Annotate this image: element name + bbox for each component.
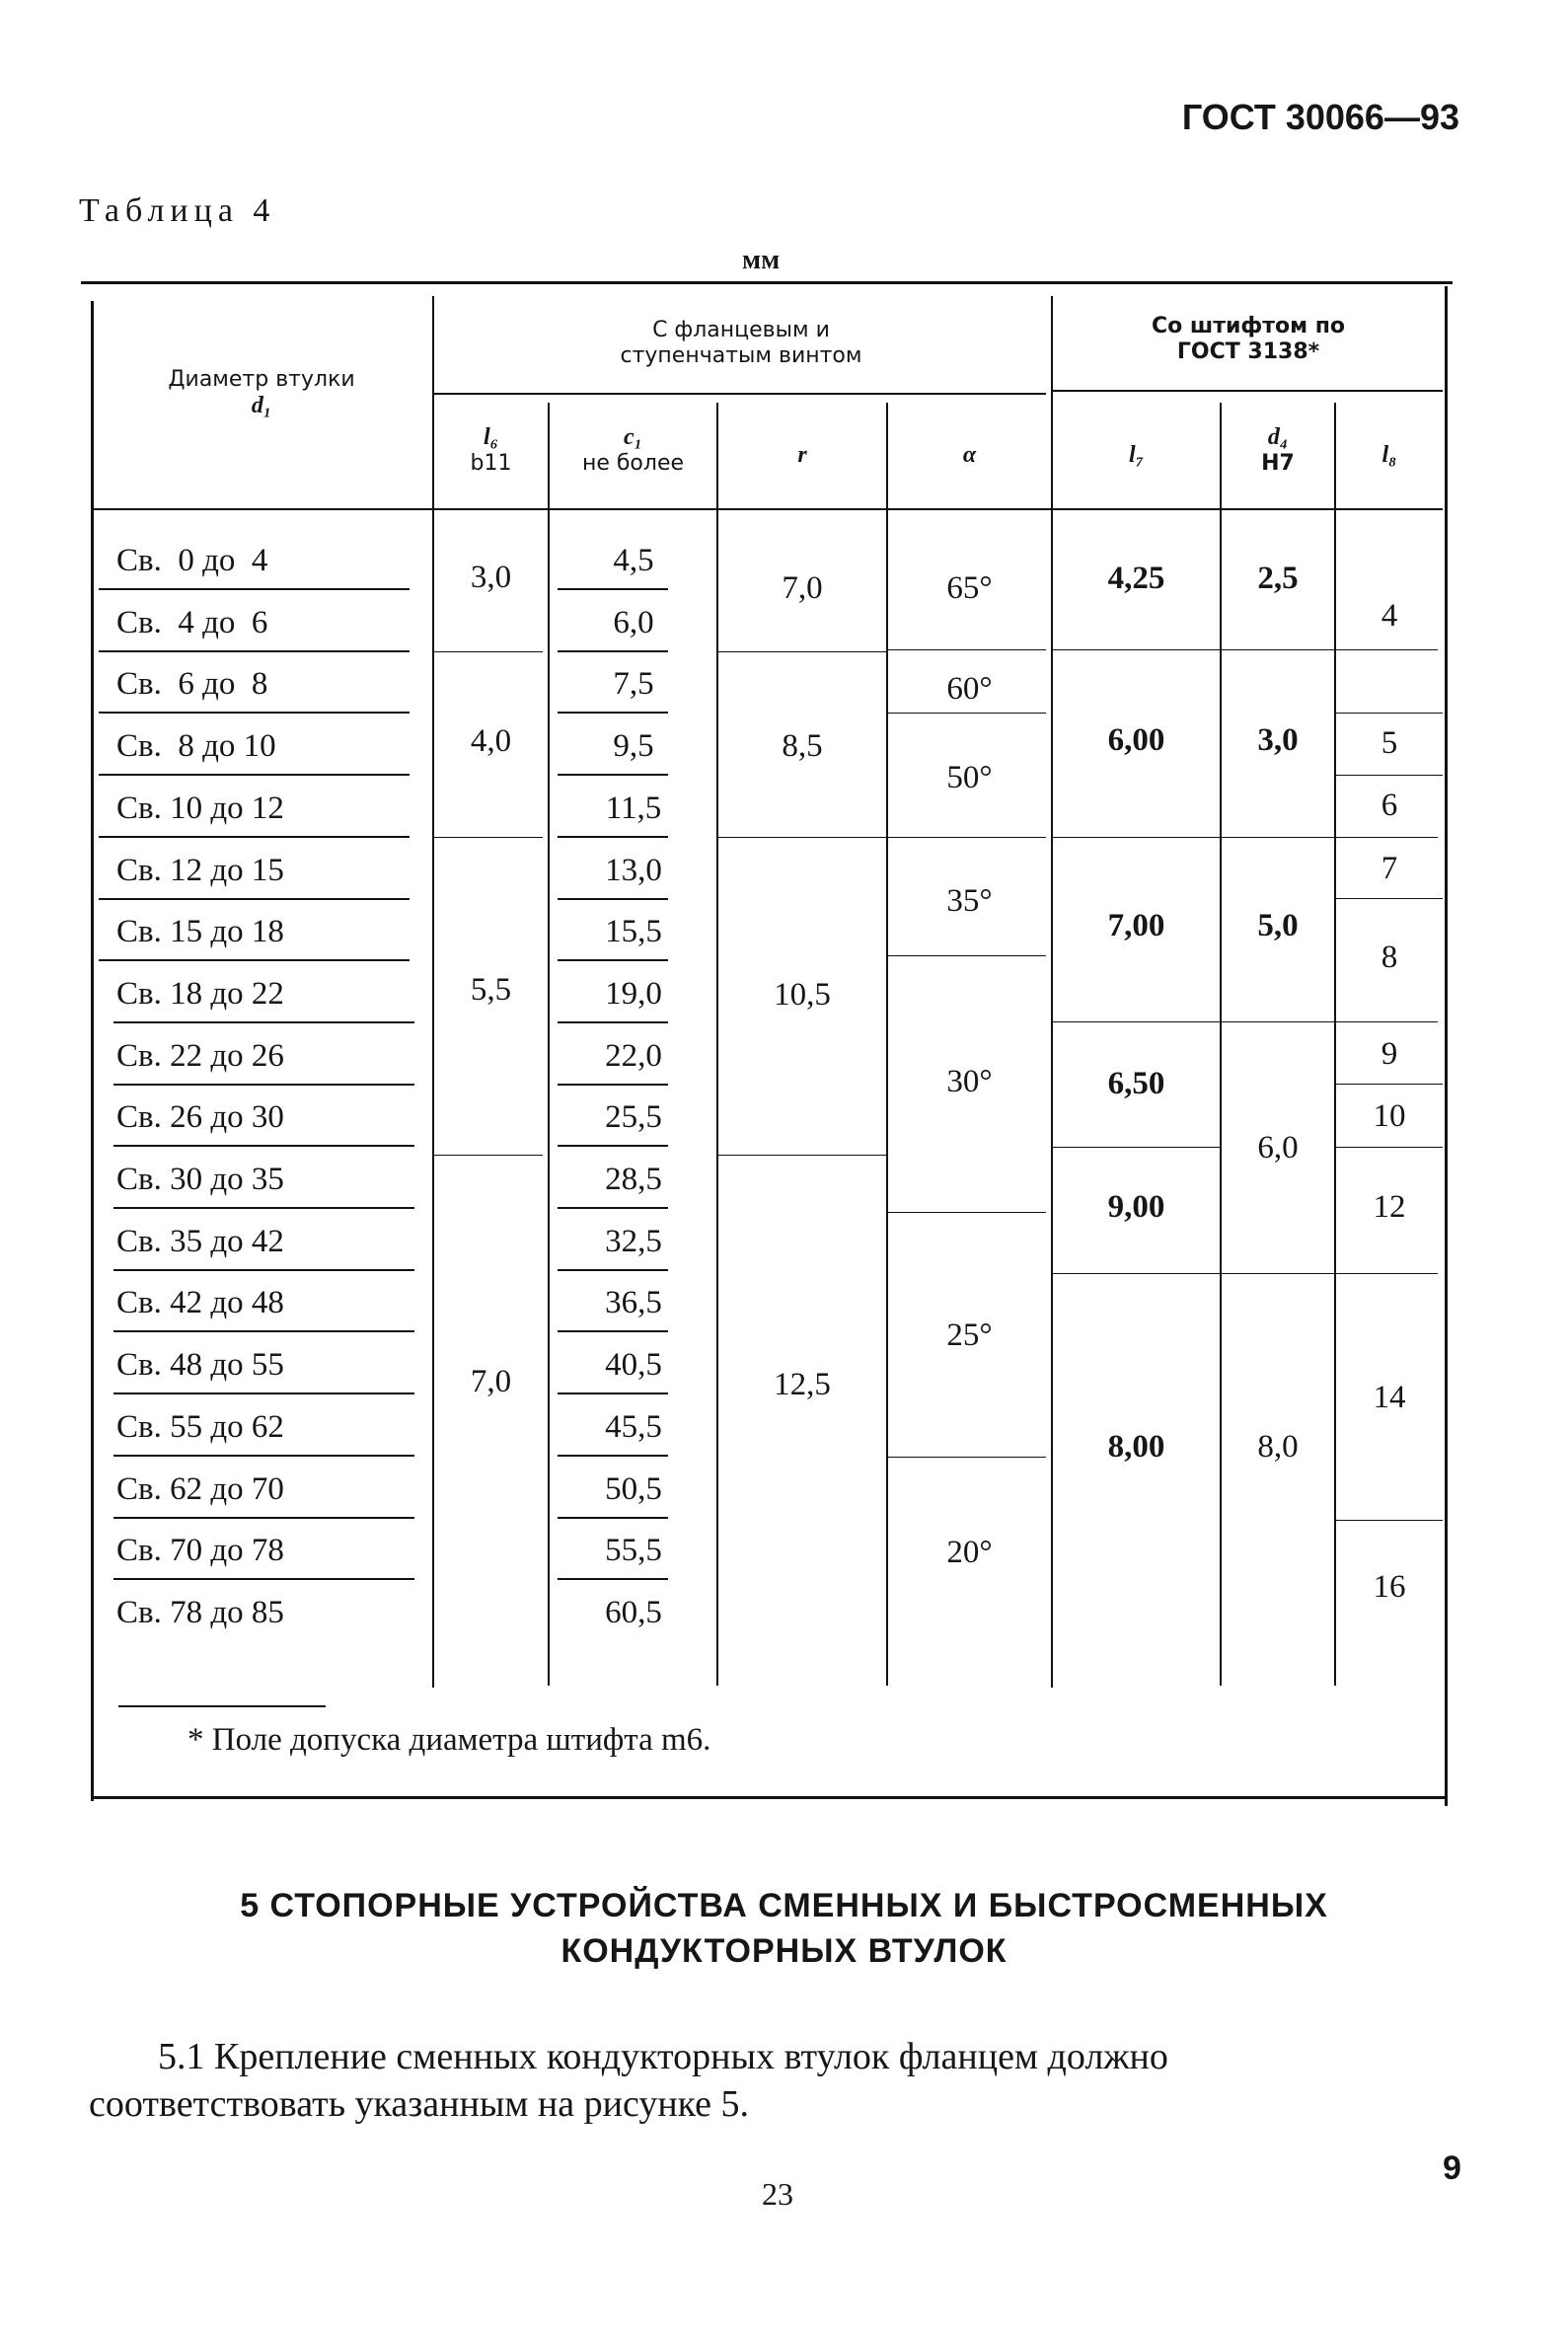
l7-value: 6,50: [1107, 1066, 1165, 1101]
c1-underline: [558, 1455, 668, 1457]
header-c1: c₁ не более: [581, 424, 685, 476]
row-c1: 36,5: [605, 1285, 662, 1320]
row-c1: 28,5: [605, 1162, 662, 1197]
d4-value: 6,0: [1257, 1130, 1299, 1166]
row-c1: 22,0: [605, 1038, 662, 1074]
l7-value: 8,00: [1107, 1429, 1165, 1465]
l8-value: 16: [1373, 1569, 1406, 1605]
row-c1: 6,0: [613, 605, 654, 640]
c1-underline: [558, 1392, 668, 1394]
l8-value: 10: [1373, 1098, 1406, 1134]
header-alpha: α: [962, 442, 977, 468]
l8-value: 9: [1381, 1036, 1398, 1072]
row-diameter: Св. 10 до 12: [116, 790, 284, 826]
r-value: 10,5: [774, 977, 831, 1013]
l7-value: 6,00: [1107, 722, 1165, 758]
c1-underline: [558, 1021, 668, 1023]
row-c1: 55,5: [605, 1533, 662, 1568]
row-c1: 4,5: [613, 543, 654, 578]
c1-underline: [558, 1330, 668, 1332]
row-diameter: Св. 0 до 4: [116, 543, 268, 578]
c1-underline: [558, 1517, 668, 1519]
d4-value: 2,5: [1257, 561, 1299, 596]
row-diameter: Св. 35 до 42: [116, 1224, 284, 1259]
row-underline: [99, 712, 410, 714]
header-diameter: Диаметр втулки d₁: [168, 367, 355, 418]
row-c1: 7,5: [613, 666, 654, 702]
d4-value: 8,0: [1257, 1429, 1299, 1465]
header-group-flange: С фланцевым и ступенчатым винтом: [620, 318, 862, 368]
row-underline: [99, 836, 410, 838]
row-diameter: Св. 78 до 85: [116, 1595, 284, 1630]
row-c1: 45,5: [605, 1409, 662, 1445]
c1-underline: [558, 1207, 668, 1209]
header-group-pin: Со штифтом по ГОСТ 3138*: [1151, 314, 1346, 364]
c1-underline: [558, 1578, 668, 1580]
alpha-value: 65°: [946, 570, 993, 606]
row-c1: 15,5: [605, 914, 662, 949]
l6-value: 7,0: [470, 1364, 512, 1399]
row-underline: [113, 1269, 414, 1271]
c1-underline: [558, 650, 668, 652]
l8-value: 4: [1381, 598, 1398, 634]
row-c1: 9,5: [613, 728, 654, 764]
l7-value: 9,00: [1107, 1189, 1165, 1225]
table-unit: мм: [742, 245, 781, 275]
c1-underline: [558, 836, 668, 838]
r-value: 7,0: [782, 570, 823, 606]
row-diameter: Св. 4 до 6: [116, 605, 268, 640]
row-diameter: Св. 18 до 22: [116, 976, 284, 1012]
row-c1: 13,0: [605, 853, 662, 888]
alpha-value: 50°: [946, 760, 993, 795]
l8-value: 8: [1381, 940, 1398, 975]
row-diameter: Св. 55 до 62: [116, 1409, 284, 1445]
row-c1: 50,5: [605, 1471, 662, 1507]
row-underline: [113, 1455, 414, 1457]
standard-code: ГОСТ 30066—93: [1181, 97, 1459, 137]
c1-underline: [558, 712, 668, 714]
c1-underline: [558, 1145, 668, 1147]
d4-value: 3,0: [1257, 722, 1299, 758]
row-c1: 19,0: [605, 976, 662, 1012]
row-underline: [113, 1084, 414, 1086]
l8-value: 14: [1373, 1380, 1406, 1415]
row-underline: [99, 959, 410, 961]
l8-value: 12: [1373, 1189, 1406, 1225]
alpha-value: 30°: [946, 1064, 993, 1099]
row-underline: [113, 1330, 414, 1332]
header-l8: l₈: [1381, 442, 1397, 468]
l6-value: 4,0: [470, 723, 512, 759]
r-value: 12,5: [774, 1367, 831, 1402]
row-diameter: Св. 70 до 78: [116, 1533, 284, 1568]
r-value: 8,5: [782, 728, 823, 764]
row-diameter: Св. 30 до 35: [116, 1162, 284, 1197]
row-diameter: Св. 6 до 8: [116, 666, 268, 702]
row-underline: [113, 1145, 414, 1147]
row-underline: [99, 588, 410, 590]
header-l7: l₇: [1128, 442, 1145, 468]
c1-underline: [558, 1269, 668, 1271]
row-c1: 32,5: [605, 1224, 662, 1259]
l8-value: 5: [1381, 725, 1398, 761]
l6-value: 5,5: [470, 972, 512, 1008]
alpha-value: 60°: [946, 671, 993, 707]
row-diameter: Св. 42 до 48: [116, 1285, 284, 1320]
l8-value: 6: [1381, 788, 1398, 823]
row-diameter: Св. 48 до 55: [116, 1347, 284, 1383]
header-r: r: [797, 442, 807, 468]
l8-value: 7: [1381, 851, 1398, 886]
row-diameter: Св. 22 до 26: [116, 1038, 284, 1074]
row-c1: 60,5: [605, 1595, 662, 1630]
table-caption: Таблица 4: [79, 192, 276, 229]
row-diameter: Св. 12 до 15: [116, 853, 284, 888]
table-footnote: * Поле допуска диаметра штифта m6.: [187, 1722, 711, 1758]
l6-value: 3,0: [470, 560, 512, 595]
row-c1: 25,5: [605, 1099, 662, 1135]
page-number-right: 9: [1443, 2149, 1461, 2187]
c1-underline: [558, 774, 668, 776]
row-underline: [113, 1392, 414, 1394]
row-underline: [99, 774, 410, 776]
row-underline: [99, 898, 410, 900]
c1-underline: [558, 959, 668, 961]
d4-value: 5,0: [1257, 908, 1299, 943]
row-diameter: Св. 62 до 70: [116, 1471, 284, 1507]
c1-underline: [558, 588, 668, 590]
row-c1: 11,5: [605, 790, 662, 826]
row-diameter: Св. 15 до 18: [116, 914, 284, 949]
row-underline: [113, 1021, 414, 1023]
page-number-bottom: 23: [762, 2176, 793, 2212]
row-diameter: Св. 8 до 10: [116, 728, 276, 764]
paragraph-5-1: 5.1 Крепление сменных кондукторных втулок фланцем должно соответствовать указанным на рисунке 5.: [89, 2036, 1168, 2125]
l7-value: 7,00: [1107, 908, 1165, 943]
alpha-value: 35°: [946, 883, 993, 919]
c1-underline: [558, 898, 668, 900]
section-title: 5 СТОПОРНЫЕ УСТРОЙСТВА СМЕННЫХ И БЫСТРОСМЕННЫХ КОНДУКТОРНЫХ ВТУЛОК: [240, 1887, 1328, 1970]
l7-value: 4,25: [1107, 561, 1165, 596]
header-l6: l₆ b11: [470, 424, 512, 476]
row-underline: [99, 650, 410, 652]
row-underline: [113, 1578, 414, 1580]
c1-underline: [558, 1084, 668, 1086]
alpha-value: 25°: [946, 1317, 993, 1353]
row-underline: [113, 1207, 414, 1209]
row-c1: 40,5: [605, 1347, 662, 1383]
header-d4: d₄ H7: [1261, 424, 1295, 476]
row-diameter: Св. 26 до 30: [116, 1099, 284, 1135]
row-underline: [113, 1517, 414, 1519]
alpha-value: 20°: [946, 1535, 993, 1570]
